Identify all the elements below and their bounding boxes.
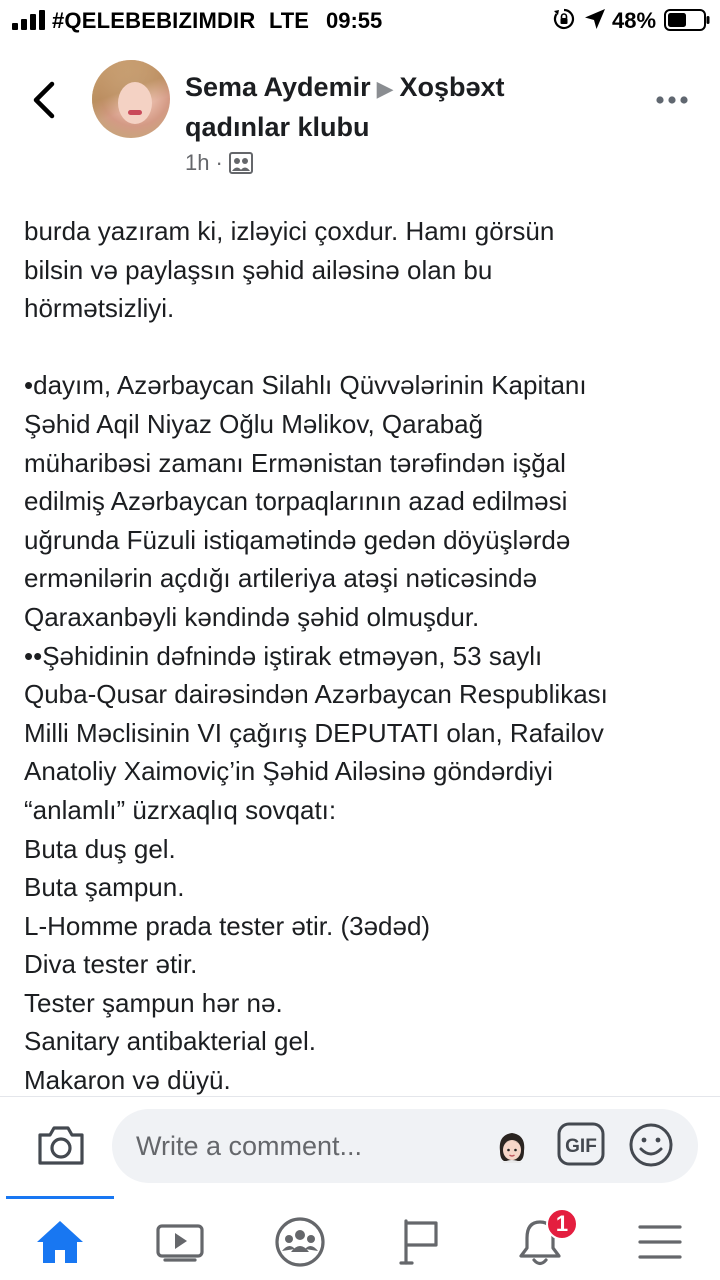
post-line: Quba-Qusar dairəsindən Azərbaycan Respublikası (24, 679, 608, 710)
post-time[interactable]: 1h (185, 150, 210, 175)
post-line: Buta duş gel. (24, 833, 176, 864)
gif-label: GIF (565, 1136, 597, 1157)
avatar-lips (128, 110, 142, 115)
post-meta (185, 150, 253, 176)
menu-icon (637, 1222, 683, 1262)
nav-home[interactable] (30, 1214, 90, 1270)
post-line: Diva tester ətir. (24, 949, 198, 980)
post-line: “anlamlı” üzrxaqlıq sovqatı: (24, 794, 337, 825)
back-chevron-icon[interactable] (26, 78, 66, 122)
post-line: L-Homme prada tester ətir. (3ədəd) (24, 910, 431, 941)
post-line: Anatoliy Xaimoviç’in Şəhid Ailəsinə göndərdiyi (24, 756, 553, 787)
author-avatar[interactable] (92, 60, 170, 138)
nav-watch[interactable] (150, 1214, 210, 1270)
battery-icon (664, 9, 710, 31)
play-arrow-icon: ▶ (376, 76, 394, 101)
gif-icon[interactable] (556, 1121, 606, 1167)
avatar-sticker-icon[interactable] (494, 1129, 530, 1165)
emoji-icon[interactable] (628, 1122, 674, 1168)
post-line: burda yazıram ki, izləyici çoxdur. Hamı görsün (24, 216, 555, 246)
carrier-name: #QELEBEBIZIMDIR (52, 8, 256, 33)
location-arrow-icon (584, 8, 606, 30)
nav-pages[interactable] (390, 1214, 450, 1270)
comment-bar (0, 1096, 720, 1196)
watch-icon (155, 1221, 205, 1263)
battery-percent: 48% (612, 8, 657, 33)
post-line: edilmiş Azərbaycan torpaqlarının azad edilməsi (24, 486, 568, 517)
post-line: •dayım, Azərbaycan Silahlı Qüvvələrinin Kapitanı (24, 370, 587, 401)
group-audience-icon (229, 152, 253, 174)
avatar-face (118, 82, 152, 124)
post-line: Tester şampun hər nə. (24, 987, 283, 1018)
post-text (24, 212, 704, 1100)
post-line: bilsin və paylaşsın şəhid ailəsinə olan bu (24, 254, 493, 285)
status-time: 09:55 (326, 8, 383, 33)
pages-flag-icon (398, 1217, 442, 1267)
post-title (185, 68, 605, 146)
post-line: Qaraxanbəyli kəndində şəhid olmuşdur. (24, 601, 480, 632)
group-name-link[interactable]: Xoşbəxt qadınlar klubu (185, 72, 505, 142)
signal-icon (12, 10, 46, 30)
nav-menu[interactable] (630, 1214, 690, 1270)
post-line: müharibəsi zamanı Ermənistan tərəfindən işğal (24, 447, 566, 478)
post-line: Sanitary antibakterial gel. (24, 1026, 316, 1057)
rotation-lock-icon (553, 8, 575, 30)
paragraph-gap (24, 328, 704, 367)
network-type: LTE (269, 8, 309, 33)
post-line: hörmətsizliyi. (24, 293, 175, 324)
camera-icon[interactable] (36, 1123, 86, 1167)
post-line: uğrunda Füzuli istiqamətində gedən döyüşlərdə (24, 524, 571, 555)
post-line: Şəhid Aqil Niyaz Oğlu Məlikov, Qarabağ (24, 408, 484, 439)
more-options-icon[interactable] (654, 90, 690, 110)
notification-badge: 1 (546, 1208, 578, 1240)
home-icon (34, 1218, 86, 1266)
post-line: Buta şampun. (24, 872, 185, 903)
nav-groups[interactable] (270, 1214, 330, 1270)
groups-icon (274, 1216, 326, 1268)
active-tab-indicator (6, 1196, 114, 1199)
bottom-navigation (0, 1196, 720, 1280)
post-line: ••Şəhidinin dəfnində iştirak etməyən, 53 saylı (24, 640, 543, 671)
post-line: Milli Məclisinin VI çağırış DEPUTATI olan, Rafailov (24, 717, 604, 748)
post-line: ermənilərin açdığı artileriya atəşi nəticəsində (24, 563, 538, 594)
meta-separator: · (215, 150, 223, 175)
comment-input[interactable] (112, 1109, 698, 1183)
status-bar (0, 0, 720, 40)
author-name-link[interactable]: Sema Aydemir (185, 72, 371, 102)
post-line: Makaron və düyü. (24, 1065, 231, 1096)
